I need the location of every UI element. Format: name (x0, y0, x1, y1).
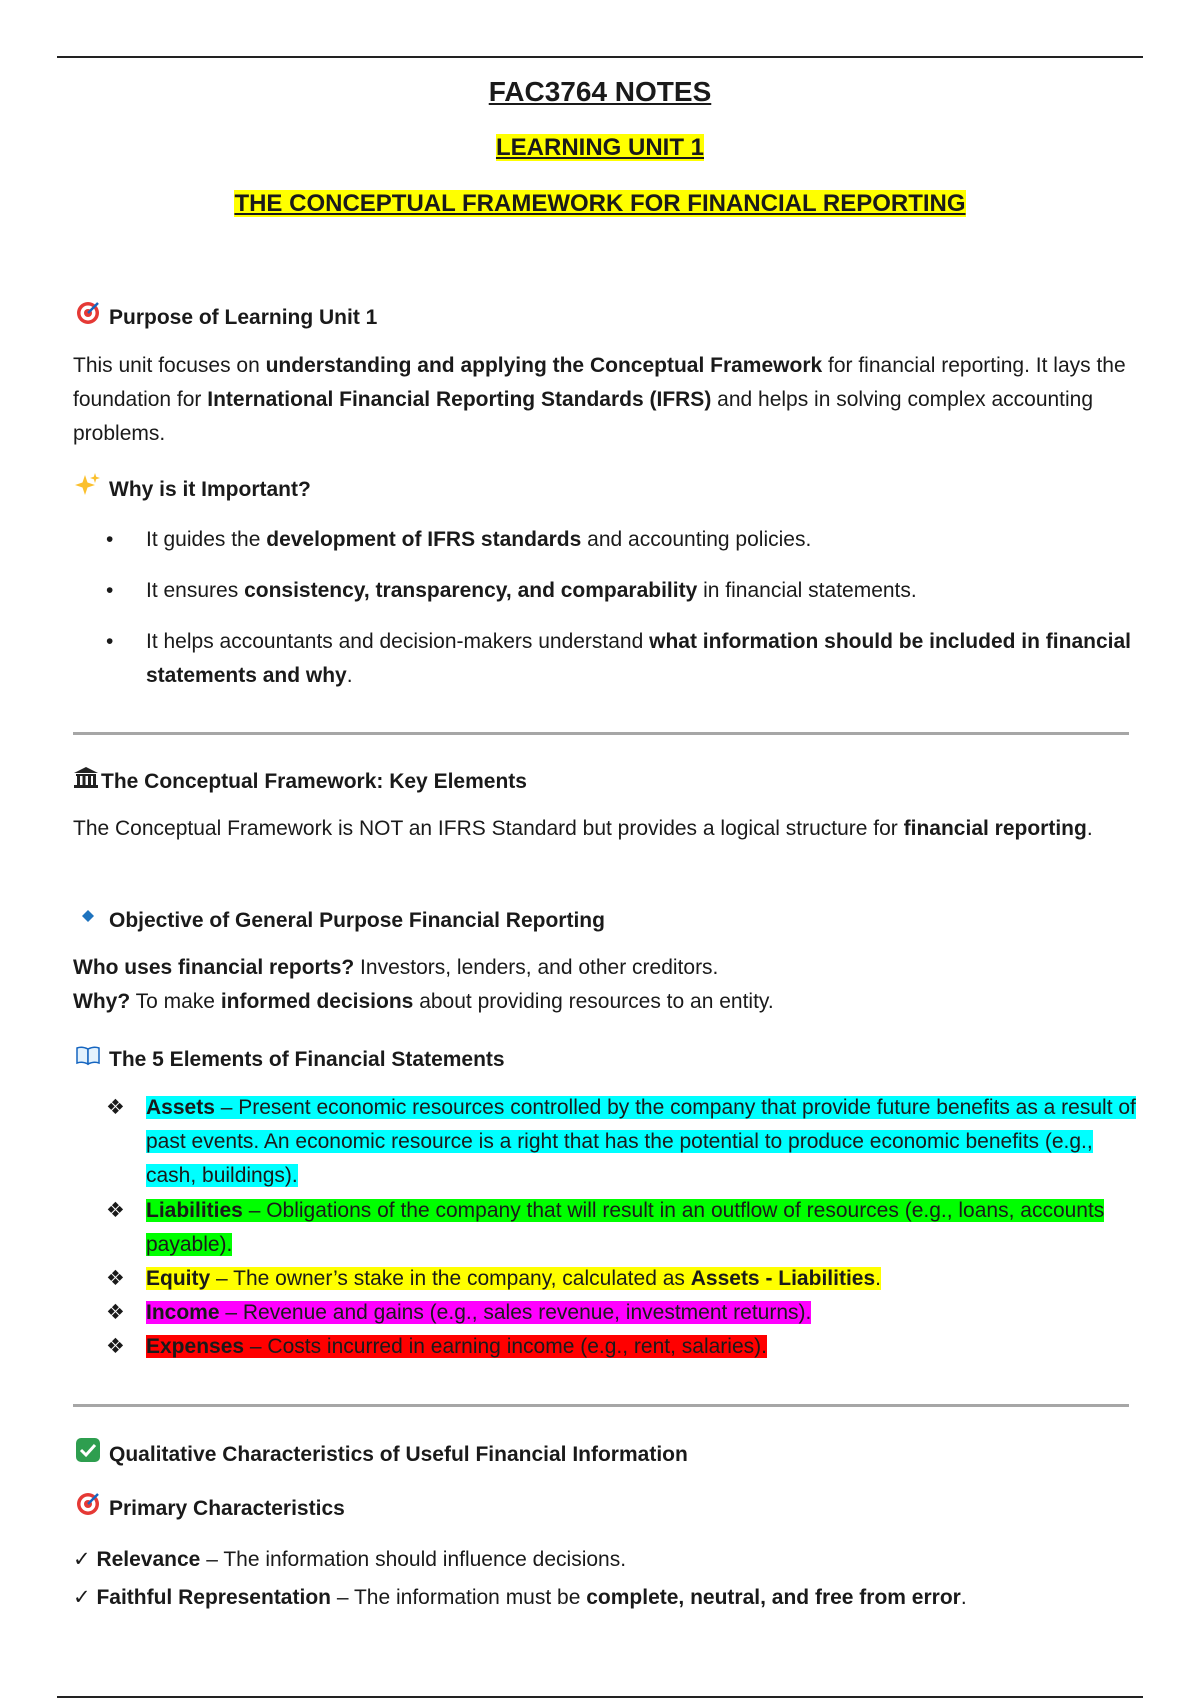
building-icon (73, 764, 99, 799)
element-text: – Revenue and gains (e.g., sales revenue, investment returns). (219, 1301, 812, 1324)
answer-who: Investors, lenders, and other creditors. (354, 956, 719, 979)
importance-heading (73, 472, 311, 507)
purpose-text-1: This unit focuses on (73, 354, 266, 377)
key-elements-intro (73, 812, 1133, 846)
primary-heading (73, 1491, 345, 1526)
list-item (73, 1583, 967, 1613)
bullet-dot: • (106, 528, 114, 551)
income-highlight (146, 1301, 811, 1324)
bullet-dot: • (106, 630, 114, 653)
element-term: Expenses (146, 1335, 245, 1358)
purpose-text-3: and helps in solving complex accounting problems. (73, 388, 1094, 445)
purpose-text-2: for financial reporting. It lays the foundation for (73, 354, 1126, 411)
section-divider (73, 732, 1129, 735)
four-diamond-bullet-icon: ❖ (106, 1301, 125, 1324)
element-bold: Assets - Liabilities (690, 1267, 876, 1290)
book-icon (73, 1042, 103, 1077)
intro-text-end: . (1086, 817, 1093, 840)
bottom-rule (57, 1696, 1143, 1698)
target-icon (73, 1491, 103, 1526)
list-item (73, 1545, 626, 1575)
question-why: Why? (73, 990, 131, 1013)
element-text-end: . (875, 1267, 881, 1290)
primary-heading-text: Primary Characteristics (109, 1496, 345, 1520)
answer-why-bold: informed decisions (220, 990, 414, 1013)
characteristic-bold: complete, neutral, and free from error (586, 1586, 961, 1609)
characteristic-text-end: . (960, 1586, 967, 1609)
check-mark-icon: ✓ (73, 1548, 91, 1571)
diamond-icon (73, 903, 103, 938)
answer-why-pre: To make (130, 990, 221, 1013)
item-text: It ensures (146, 579, 245, 602)
four-diamond-bullet-icon: ❖ (106, 1096, 125, 1119)
element-text: – The owner’s stake in the company, calculated as (210, 1267, 691, 1290)
four-diamond-bullet-icon: ❖ (106, 1199, 125, 1222)
four-diamond-bullet-icon: ❖ (106, 1335, 125, 1358)
item-text: in financial statements. (697, 579, 917, 602)
elements-heading (73, 1042, 505, 1077)
key-elements-heading-text: The Conceptual Framework: Key Elements (101, 769, 527, 793)
purpose-bold-1: understanding and applying the Conceptual Framework (265, 354, 823, 377)
purpose-bold-2: International Financial Reporting Standards (IFRS) (207, 388, 712, 411)
intro-bold: financial reporting (903, 817, 1087, 840)
expenses-highlight (146, 1335, 767, 1358)
element-text: – Present economic resources controlled by the company that provide future benefits as a result of past events. An economic resource is a right that has the potential to produce economic benefits (e.g., cash, buildings). (146, 1096, 1136, 1187)
key-elements-heading (73, 764, 527, 799)
topic-title (0, 190, 1200, 218)
characteristic-term: Relevance (96, 1548, 201, 1571)
topic-title-text: THE CONCEPTUAL FRAMEWORK FOR FINANCIAL REPORTING (234, 190, 966, 217)
item-bold: what information should be included in financial statements and why (146, 630, 1131, 687)
objective-line-who (73, 951, 1133, 985)
elements-heading-text: The 5 Elements of Financial Statements (109, 1047, 505, 1071)
bullet-dot: • (106, 579, 114, 602)
item-text: . (346, 664, 353, 687)
objective-line-why (73, 985, 1133, 1019)
element-term: Income (146, 1301, 220, 1324)
assets-highlight (146, 1096, 1136, 1187)
sparkles-icon (73, 472, 103, 507)
section-divider (73, 1404, 1129, 1407)
item-bold: development of IFRS standards (266, 528, 582, 551)
answer-why-post: about providing resources to an entity. (413, 990, 774, 1013)
objective-heading (73, 903, 605, 938)
intro-text: The Conceptual Framework is NOT an IFRS Standard but provides a logical structure for (73, 817, 904, 840)
document-title: FAC3764 NOTES (488, 76, 712, 107)
purpose-paragraph (73, 349, 1133, 451)
item-bold: consistency, transparency, and comparability (244, 579, 698, 602)
characteristic-term: Faithful Representation (96, 1586, 331, 1609)
check-mark-icon: ✓ (73, 1586, 91, 1609)
importance-heading-text: Why is it Important? (109, 477, 311, 501)
element-text: – Costs incurred in earning income (e.g., rent, salaries). (244, 1335, 767, 1358)
item-text: It helps accountants and decision-makers understand (146, 630, 650, 653)
characteristic-text: – The information should influence decisions. (200, 1548, 627, 1571)
purpose-heading (73, 300, 377, 335)
characteristic-text: – The information must be (330, 1586, 587, 1609)
unit-title (0, 134, 1200, 162)
element-term: Assets (146, 1096, 215, 1119)
unit-title-text: LEARNING UNIT 1 (495, 134, 704, 161)
check-box-icon (73, 1437, 103, 1472)
item-text: and accounting policies. (581, 528, 812, 551)
qualitative-heading (73, 1437, 688, 1472)
objective-body (73, 951, 1133, 1019)
top-rule (57, 56, 1143, 58)
item-text: It guides the (146, 528, 267, 551)
target-icon (73, 300, 103, 335)
purpose-heading-text: Purpose of Learning Unit 1 (109, 305, 378, 329)
qualitative-heading-text: Qualitative Characteristics of Useful Financial Information (109, 1442, 688, 1466)
element-term: Equity (146, 1267, 211, 1290)
question-who: Who uses financial reports? (73, 956, 355, 979)
element-text: – Obligations of the company that will result in an outflow of resources (e.g., loans, accounts payable). (146, 1199, 1105, 1256)
element-term: Liabilities (146, 1199, 243, 1222)
liabilities-highlight (146, 1199, 1104, 1256)
objective-heading-text: Objective of General Purpose Financial Reporting (109, 908, 605, 932)
equity-highlight (146, 1267, 881, 1290)
four-diamond-bullet-icon: ❖ (106, 1267, 125, 1290)
